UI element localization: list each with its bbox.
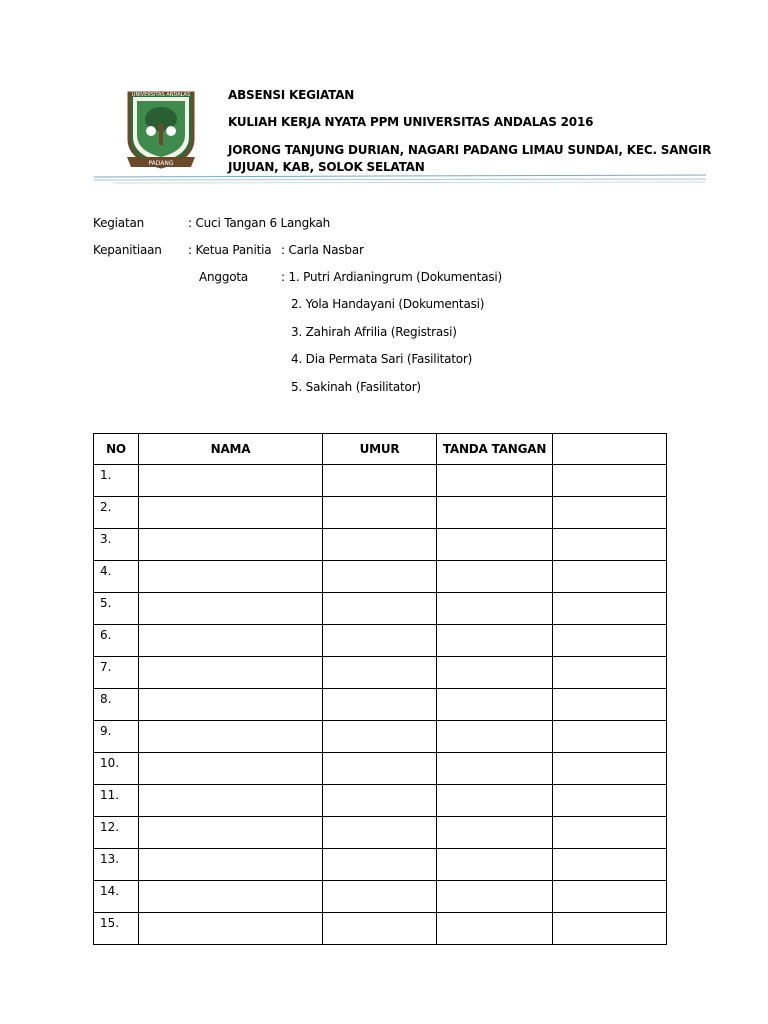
table-row <box>94 785 667 817</box>
extra-cell[interactable] <box>553 881 667 913</box>
extra-cell[interactable] <box>553 689 667 721</box>
umur-cell[interactable] <box>323 721 437 753</box>
extra-cell[interactable] <box>553 817 667 849</box>
umur-cell[interactable] <box>323 625 437 657</box>
row-number: 14. <box>94 881 139 913</box>
table-row <box>94 497 667 529</box>
kegiatan-value: : Cuci Tangan 6 Langkah <box>188 216 331 230</box>
umur-cell[interactable] <box>323 561 437 593</box>
tanda-tangan-cell[interactable] <box>437 561 553 593</box>
svg-text:PADANG: PADANG <box>148 160 174 167</box>
extra-cell[interactable] <box>553 753 667 785</box>
umur-cell[interactable] <box>323 753 437 785</box>
table-row <box>94 753 667 785</box>
svg-text:UNIVERSITAS ANDALAS: UNIVERSITAS ANDALAS <box>131 92 191 98</box>
ketua-label: : Ketua Panitia <box>188 243 272 257</box>
header-no: NO <box>94 434 139 465</box>
nama-cell[interactable] <box>139 465 323 497</box>
nama-cell[interactable] <box>139 721 323 753</box>
table-row <box>94 913 667 945</box>
table-row <box>94 657 667 689</box>
table-row <box>94 593 667 625</box>
umur-cell[interactable] <box>323 497 437 529</box>
header-location-line2: JUJUAN, KAB, SOLOK SELATAN <box>228 160 425 174</box>
nama-cell[interactable] <box>139 593 323 625</box>
tanda-tangan-cell[interactable] <box>437 753 553 785</box>
extra-cell[interactable] <box>553 849 667 881</box>
header-title: ABSENSI KEGIATAN <box>228 88 355 102</box>
table-row <box>94 689 667 721</box>
tanda-tangan-cell[interactable] <box>437 657 553 689</box>
umur-cell[interactable] <box>323 465 437 497</box>
attendance-table <box>93 433 667 945</box>
row-number: 11. <box>94 785 139 817</box>
row-number: 1. <box>94 465 139 497</box>
umur-cell[interactable] <box>323 881 437 913</box>
anggota-label: Anggota <box>199 270 249 284</box>
tanda-tangan-cell[interactable] <box>437 497 553 529</box>
nama-cell[interactable] <box>139 849 323 881</box>
tanda-tangan-cell[interactable] <box>437 913 553 945</box>
umur-cell[interactable] <box>323 913 437 945</box>
row-number: 15. <box>94 913 139 945</box>
tanda-tangan-cell[interactable] <box>437 465 553 497</box>
tanda-tangan-cell[interactable] <box>437 593 553 625</box>
table-row <box>94 529 667 561</box>
tanda-tangan-cell[interactable] <box>437 689 553 721</box>
extra-cell[interactable] <box>553 913 667 945</box>
header-divider <box>94 172 706 188</box>
kegiatan-label: Kegiatan <box>93 216 145 230</box>
nama-cell[interactable] <box>139 817 323 849</box>
row-number: 5. <box>94 593 139 625</box>
table-header-row <box>94 434 667 465</box>
table-row <box>94 625 667 657</box>
tanda-tangan-cell[interactable] <box>437 721 553 753</box>
extra-cell[interactable] <box>553 561 667 593</box>
member-item: 5. Sakinah (Fasilitator) <box>291 380 421 394</box>
row-number: 8. <box>94 689 139 721</box>
tanda-tangan-cell[interactable] <box>437 529 553 561</box>
row-number: 4. <box>94 561 139 593</box>
row-number: 6. <box>94 625 139 657</box>
nama-cell[interactable] <box>139 785 323 817</box>
row-number: 7. <box>94 657 139 689</box>
extra-cell[interactable] <box>553 625 667 657</box>
umur-cell[interactable] <box>323 689 437 721</box>
nama-cell[interactable] <box>139 529 323 561</box>
nama-cell[interactable] <box>139 753 323 785</box>
extra-cell[interactable] <box>553 593 667 625</box>
row-number: 12. <box>94 817 139 849</box>
member-item: 3. Zahirah Afrilia (Registrasi) <box>291 325 457 339</box>
nama-cell[interactable] <box>139 881 323 913</box>
tanda-tangan-cell[interactable] <box>437 817 553 849</box>
nama-cell[interactable] <box>139 913 323 945</box>
row-number: 10. <box>94 753 139 785</box>
ketua-value: : Carla Nasbar <box>281 243 364 257</box>
umur-cell[interactable] <box>323 529 437 561</box>
nama-cell[interactable] <box>139 497 323 529</box>
tanda-tangan-cell[interactable] <box>437 785 553 817</box>
row-number: 13. <box>94 849 139 881</box>
header-subtitle: KULIAH KERJA NYATA PPM UNIVERSITAS ANDALAS 2016 <box>228 115 594 129</box>
tanda-tangan-cell[interactable] <box>437 849 553 881</box>
table-row <box>94 881 667 913</box>
member-item: 4. Dia Permata Sari (Fasilitator) <box>291 352 473 366</box>
nama-cell[interactable] <box>139 689 323 721</box>
row-number: 2. <box>94 497 139 529</box>
nama-cell[interactable] <box>139 657 323 689</box>
tanda-tangan-cell[interactable] <box>437 625 553 657</box>
extra-cell[interactable] <box>553 529 667 561</box>
header-umur: UMUR <box>323 434 437 465</box>
header-nama: NAMA <box>139 434 323 465</box>
table-row <box>94 721 667 753</box>
university-logo <box>107 87 215 173</box>
row-number: 9. <box>94 721 139 753</box>
table-row <box>94 561 667 593</box>
umur-cell[interactable] <box>323 817 437 849</box>
extra-cell[interactable] <box>553 721 667 753</box>
umur-cell[interactable] <box>323 657 437 689</box>
nama-cell[interactable] <box>139 561 323 593</box>
header-blank <box>553 434 667 465</box>
tanda-tangan-cell[interactable] <box>437 881 553 913</box>
extra-cell[interactable] <box>553 497 667 529</box>
member-item: : 1. Putri Ardianingrum (Dokumentasi) <box>281 270 503 284</box>
header-tanda-tangan: TANDA TANGAN <box>437 434 553 465</box>
kepanitiaan-label: Kepanitiaan <box>93 243 162 257</box>
member-item: 2. Yola Handayani (Dokumentasi) <box>291 297 485 311</box>
row-number: 3. <box>94 529 139 561</box>
extra-cell[interactable] <box>553 785 667 817</box>
umur-cell[interactable] <box>323 849 437 881</box>
table-row <box>94 849 667 881</box>
nama-cell[interactable] <box>139 625 323 657</box>
umur-cell[interactable] <box>323 785 437 817</box>
table-row <box>94 465 667 497</box>
extra-cell[interactable] <box>553 657 667 689</box>
table-row <box>94 817 667 849</box>
umur-cell[interactable] <box>323 593 437 625</box>
extra-cell[interactable] <box>553 465 667 497</box>
header-location-line1: JORONG TANJUNG DURIAN, NAGARI PADANG LIMAU SUNDAI, KEC. SANGIR <box>228 143 712 157</box>
